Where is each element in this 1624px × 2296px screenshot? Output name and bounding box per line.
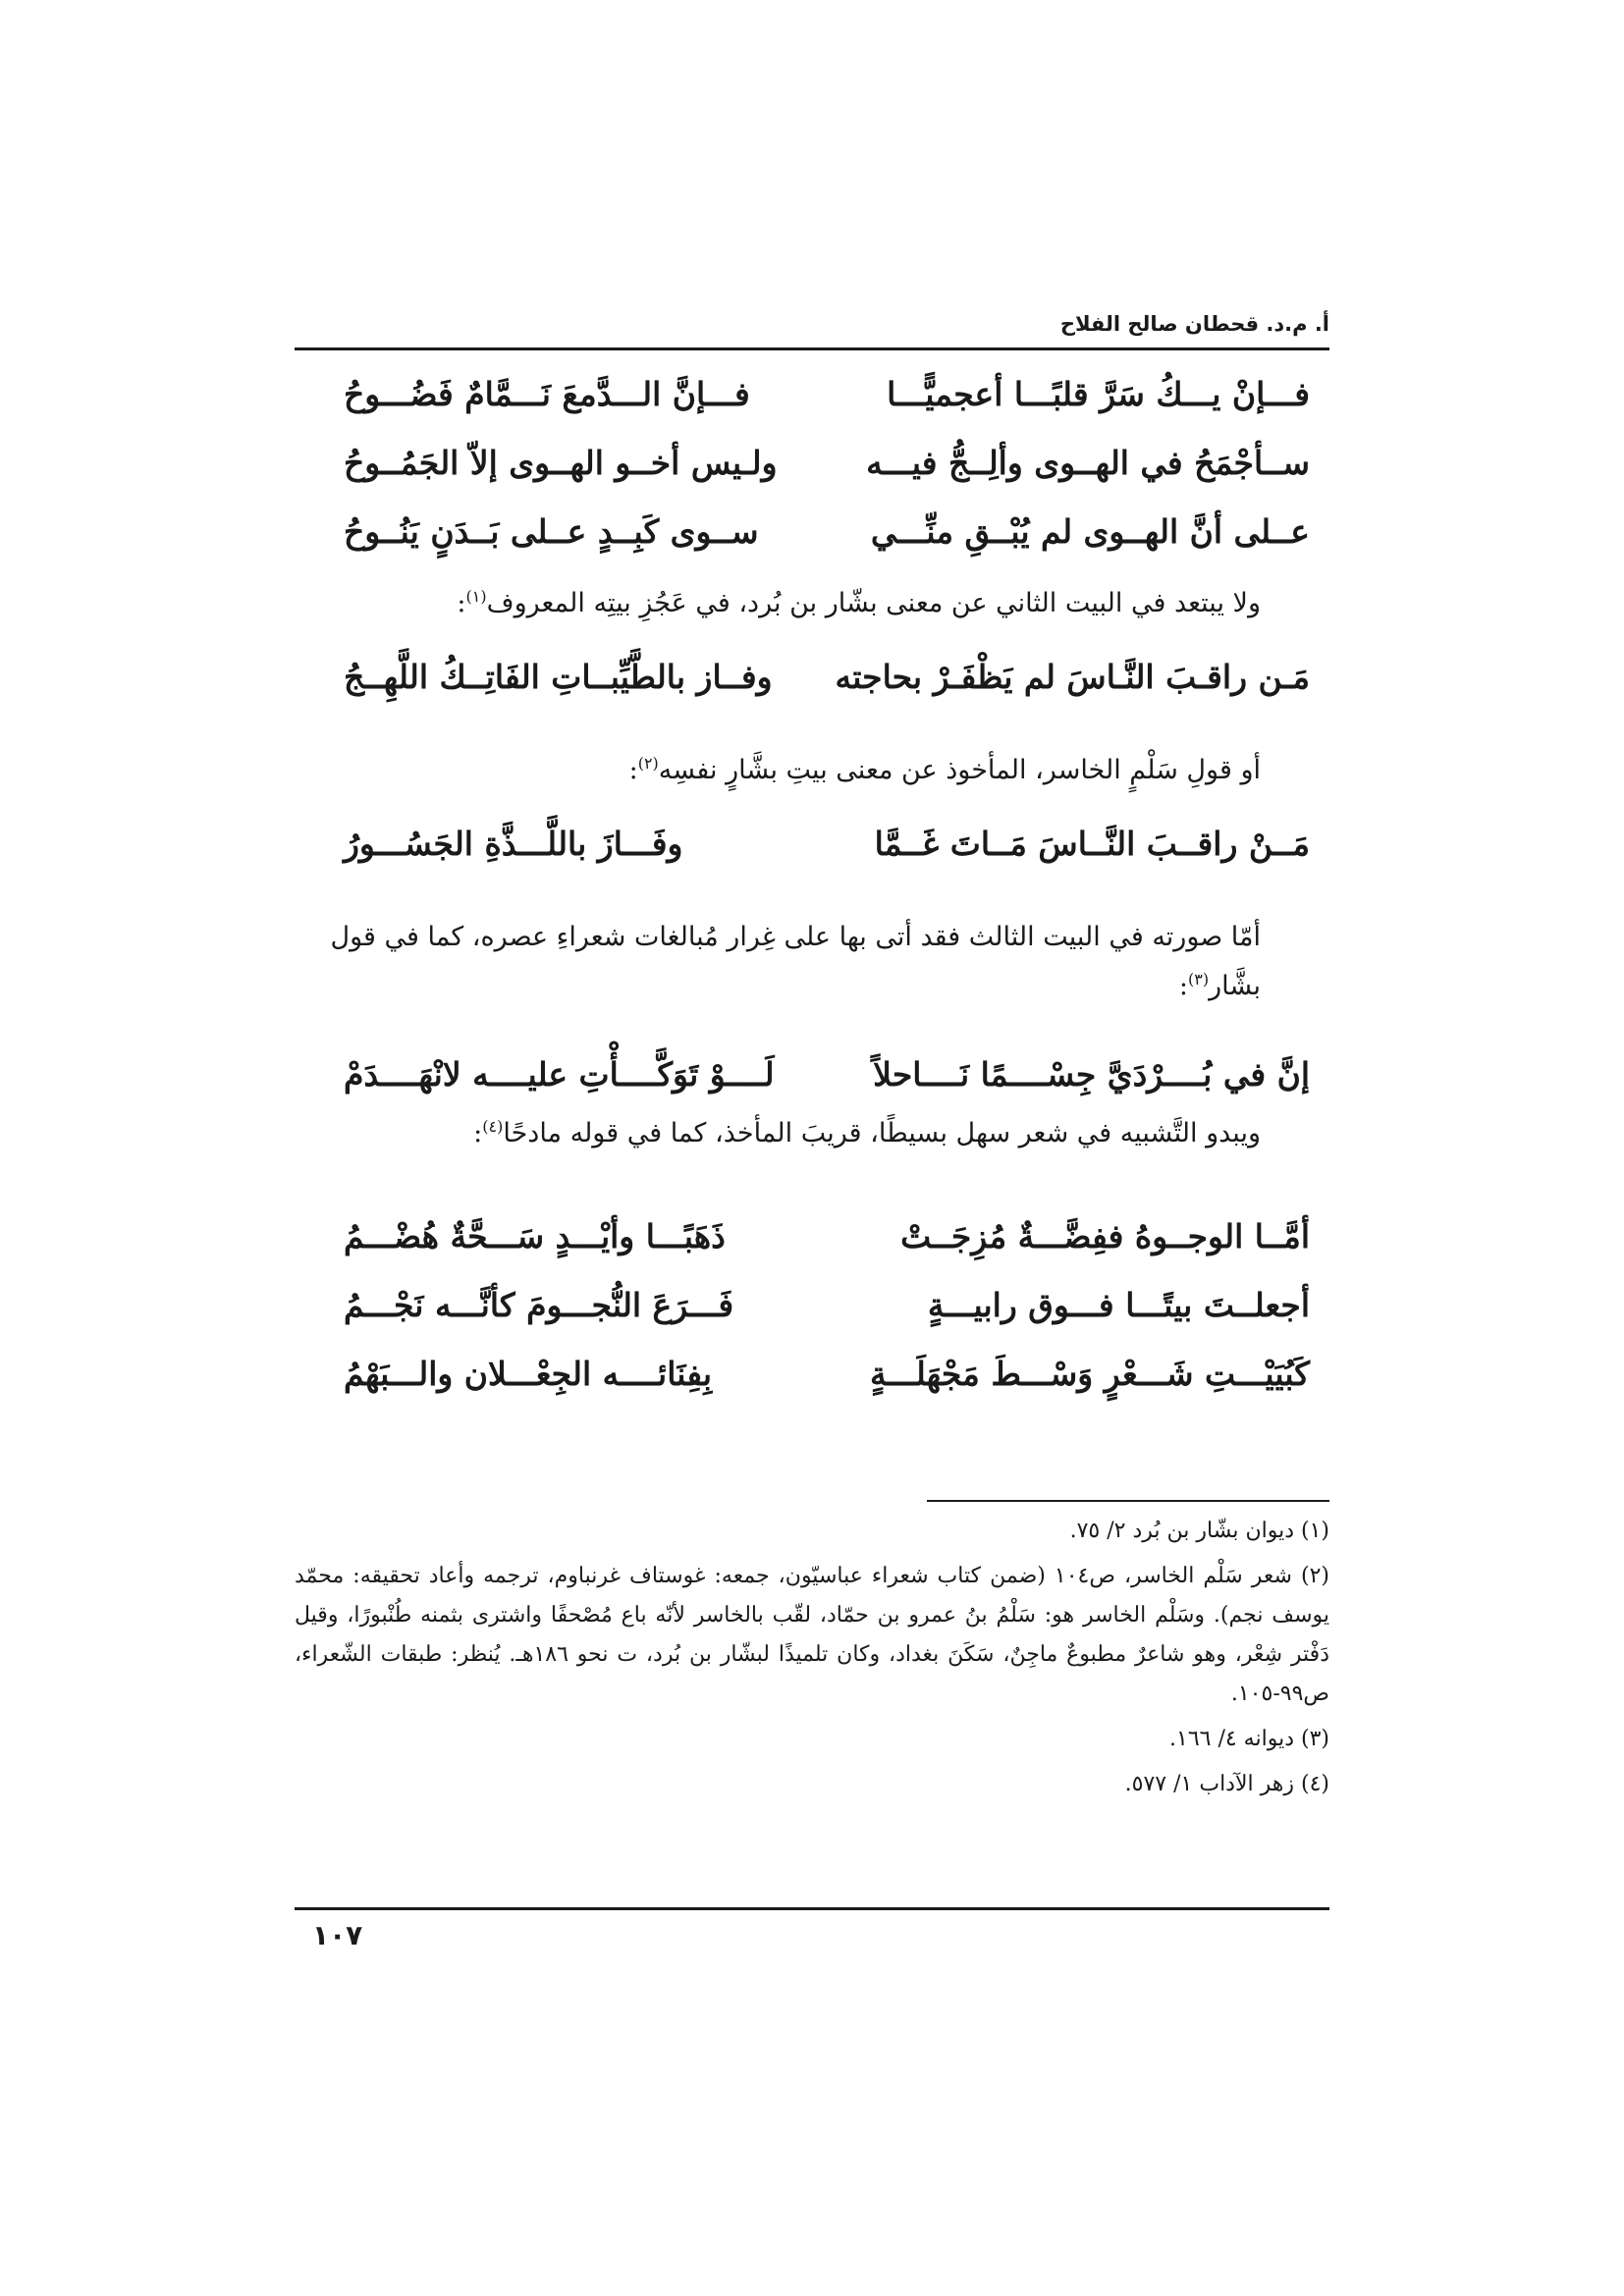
- poem-block-2: [314, 1207, 1310, 1414]
- verse-second-hemistich: فـــإنَّ الـــدَّمعَ نَـــمَّامٌ فَضُـــوحُ: [344, 375, 750, 413]
- verse-first-hemistich: مَـن راقـبَ النَّـاسَ لم يَظْفَـرْ بحاجته: [835, 658, 1310, 696]
- paragraph-text: أمّا صورته في البيت الثالث فقد أتى بها على غِرار مُبالغات شعراءِ عصره، كما في قول بشَّار: [330, 922, 1261, 1001]
- verse-line: [314, 1045, 1310, 1114]
- verse-3: [314, 815, 1310, 883]
- paragraph-text: ولا يبتعد في البيت الثاني عن معنى بشّار بن بُرد، في عَجُزِ بيتِه المعروف: [486, 588, 1261, 618]
- verse-first-hemistich: أمَّــا الوجــوهُ ففِضَّـــةٌ مُزِجَــتْ: [900, 1217, 1310, 1255]
- page-number: ١٠٧: [312, 1919, 363, 1951]
- verse-first-hemistich: مَــنْ راقــبَ النَّــاسَ مَــاتَ غَــمَّا: [874, 825, 1310, 863]
- footnote-ref: (٤): [482, 1117, 504, 1136]
- verse-line: [314, 1207, 1310, 1276]
- verse-line: [314, 503, 1310, 571]
- paragraph-1: [295, 579, 1329, 628]
- footnote-ref: (٢): [637, 754, 659, 773]
- verse-line: [314, 1345, 1310, 1414]
- footnote-ref: (٣): [1188, 970, 1210, 988]
- verse-first-hemistich: فـــإنْ يـــكُ سَرَّ قلبًـــا أعجميًّـــا: [887, 375, 1310, 413]
- verse-2: [314, 648, 1310, 717]
- footnote-separator: [927, 1500, 1329, 1502]
- verse-first-hemistich: ســأجْمَحُ في الهــوى وألِــجُّ فيـــه: [866, 444, 1310, 482]
- verse-first-hemistich: كَبُيَيْـــتِ شَـــعْرٍ وَسْـــطَ مَجْهَلَـــةٍ: [870, 1355, 1310, 1393]
- running-header: [295, 312, 1329, 342]
- paragraph-colon: :: [628, 755, 638, 785]
- verse-line: [314, 815, 1310, 883]
- verse-second-hemistich: ســوى كَبِــدٍ عــلى بَــدَنٍ يَنُــوحُ: [344, 512, 759, 551]
- footnote-1: (١) ديوان بشّار بن بُرد ٢/ ٧٥.: [1069, 1519, 1329, 1543]
- footnotes: [295, 1512, 1329, 1810]
- verse-second-hemistich: لَــــوْ تَوَكَّــــأْتِ عليــــه لانْهَــــدَمْ: [344, 1055, 775, 1094]
- paragraph-colon: :: [1178, 971, 1189, 1001]
- footnote-ref: (١): [465, 587, 487, 606]
- verse-first-hemistich: إنَّ في بُــــرْدَيَّ جِسْــــمًا نَــــاحلاً: [873, 1055, 1310, 1094]
- verse-line: [314, 365, 1310, 434]
- verse-second-hemistich: فَـــرَعَ النُّجـــومَ كأنَّـــه نَجْـــمُ: [344, 1286, 734, 1324]
- verse-second-hemistich: ذَهَبًـــا وأيْـــدٍ سَـــحَّةٌ هُضْـــمُ: [344, 1217, 726, 1255]
- verse-second-hemistich: ولـيس أخــو الهــوى إلاّ الجَمُــوحُ: [344, 444, 778, 482]
- verse-first-hemistich: أجعلــتَ بيتًـــا فـــوق رابيـــةٍ: [927, 1286, 1310, 1324]
- paragraph-text: ويبدو التَّشبيه في شعر سهل بسيطًا، قريبَ المأخذ، كما في قوله مادحًا: [503, 1118, 1261, 1148]
- verse-4: [314, 1045, 1310, 1114]
- paragraph-colon: :: [457, 588, 466, 618]
- footer-rule: [295, 1907, 1329, 1910]
- paragraph-4: [295, 1109, 1329, 1158]
- verse-second-hemistich: بِفِنَائــــه الجِعْـــلان والـــبَهْمُ: [344, 1355, 713, 1393]
- verse-line: [314, 434, 1310, 503]
- verse-line: [314, 648, 1310, 717]
- header-rule: [295, 347, 1329, 350]
- verse-second-hemistich: وفَـــازَ باللَّـــذَّةِ الجَسُـــورُ: [344, 825, 683, 863]
- footnote-3: (٣) ديوانه ٤/ ١٦٦.: [1169, 1727, 1329, 1751]
- paragraph-3: [295, 913, 1329, 1011]
- footnote-2: (٢) شعر سَلْم الخاسر، ص١٠٤ (ضمن كتاب شعراء عباسيّون، جمعه: غوستاف غرنباوم، ترجمه وأعاد تحقيقه: محمّد يوسف نجم). وسَلْم الخاسر هو: سَلْمُ بنُ عمرو بن حمّاد، لقّب بالخاسر لأنّه باع مُصْحفًا واشترى بثمنه طُنْبورًا، وقيل دَفْتر شِعْر، وهو شاعرٌ مطبوعٌ ماجِنٌ، سَكَنَ بغداد، وكان تلميذًا لبشّار بن بُرد، ت نحو ١٨٦هـ. يُنظر: طبقات الشّعراء، ص٩٩-١٠٥.: [295, 1564, 1329, 1706]
- verse-second-hemistich: وفــاز بالطَّيِّبــاتِ الفَاتِــكُ اللَّهِــجُ: [344, 658, 773, 696]
- header-author: أ. م.د. قحطان صالح الفلاح: [1059, 312, 1329, 336]
- paragraph-2: [295, 746, 1329, 795]
- poem-block-1: [314, 365, 1310, 571]
- verse-first-hemistich: عــلى أنَّ الهــوى لم يُبْــقِ منِّـــي: [870, 512, 1310, 551]
- footnote-4: (٤) زهر الآداب ١/ ٥٧٧.: [1124, 1772, 1329, 1796]
- verse-line: [314, 1276, 1310, 1345]
- paragraph-colon: :: [473, 1118, 483, 1148]
- paragraph-text: أو قولِ سَلْمٍ الخاسر، المأخوذ عن معنى بيتِ بشَّارٍ نفسِه: [658, 755, 1261, 785]
